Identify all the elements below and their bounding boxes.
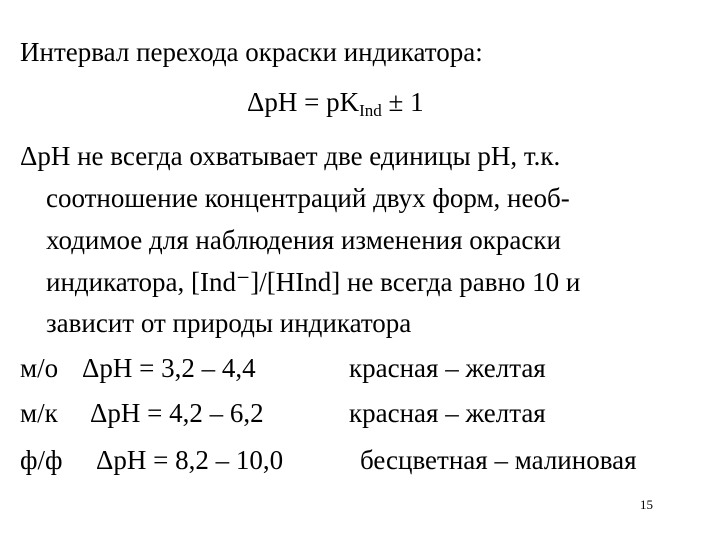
indicator-colors-phenolphthalein: бесцветная – малиновая [360, 445, 637, 475]
indicator-colors-methyl-red: красная – желтая [349, 398, 546, 428]
slide-title: Интервал перехода окраски индикатора: [20, 37, 483, 67]
indicator-label-methyl-red: м/к [20, 398, 58, 428]
indicator-label-phenolphthalein: ф/ф [20, 445, 63, 475]
formula-subscript: Ind [359, 101, 382, 120]
paragraph-line-1: ΔpH не всегда охватывает две единицы pH, т.к. [20, 141, 561, 171]
paragraph-line-4: индикатора, [Ind⁻]/[HInd] не всегда равно 10 и [46, 267, 581, 297]
paragraph-line-3: ходимое для наблюдения изменения окраски [46, 225, 561, 255]
transition-formula [247, 86, 424, 118]
indicator-range-phenolphthalein: ΔpH = 8,2 – 10,0 [96, 445, 284, 475]
paragraph-line-5: зависит от природы индикатора [46, 308, 412, 338]
indicator-colors-methyl-orange: красная – желтая [349, 353, 546, 383]
formula-main: ΔpH = pK [247, 87, 360, 117]
formula-tail: ± 1 [381, 87, 424, 117]
paragraph-line-2: соотношение концентраций двух форм, необ- [46, 183, 570, 213]
indicator-range-methyl-orange: ΔpH = 3,2 – 4,4 [82, 353, 256, 383]
indicator-label-methyl-orange: м/о [20, 353, 59, 383]
indicator-range-methyl-red: ΔpH = 4,2 – 6,2 [90, 398, 264, 428]
page-number: 15 [640, 497, 653, 512]
